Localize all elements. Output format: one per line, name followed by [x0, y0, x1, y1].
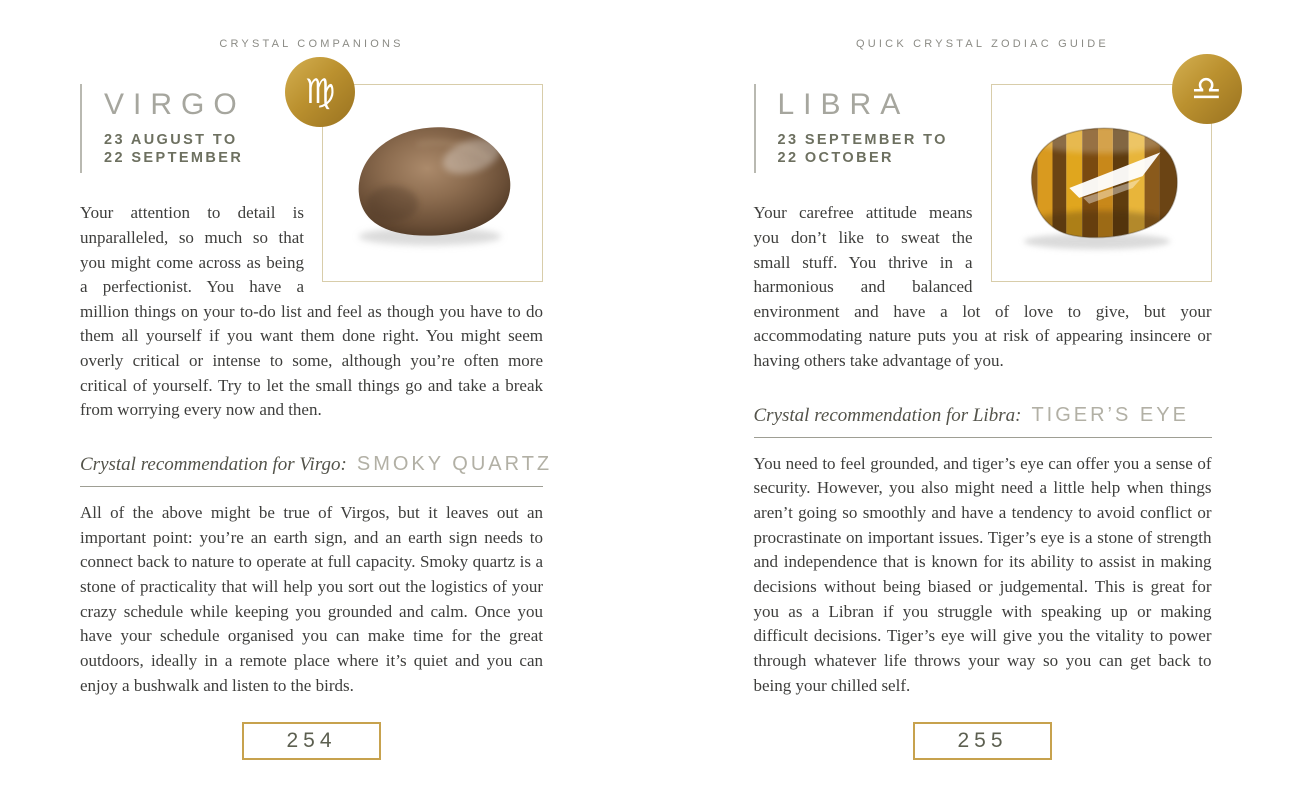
smoky-quartz-stone-photo: [323, 85, 542, 281]
recommendation-label: Crystal recommendation for Virgo:: [80, 454, 347, 476]
tigers-eye-stone-photo: [992, 85, 1211, 281]
sign-dates-line1: 23 AUGUST TO: [104, 132, 238, 148]
sign-name-libra: LIBRA: [777, 88, 910, 121]
virgo-intro-paragraph: Your attention to detail is unparalleled, so much so that you might come across as being a perfectionist. You have a million things on your to-do list and feel as though you have to do them all yourself if you want them done right. You might seem overly critical or intense to some, although you’re often more critical of yourself. Try to let the small things go and take a break from worrying every now and then.: [80, 203, 543, 420]
virgo-glyph: ♍: [304, 72, 336, 112]
sign-name-virgo: VIRGO: [104, 88, 246, 121]
sign-dates-line2: 22 SEPTEMBER: [104, 150, 244, 167]
running-head-right: QUICK CRYSTAL ZODIAC GUIDE: [856, 38, 1109, 50]
running-head-left: CRYSTAL COMPANIONS: [219, 38, 404, 50]
libra-sign-icon: [1172, 54, 1242, 124]
footer-left: [80, 722, 543, 760]
page-number-254: 254: [242, 722, 380, 760]
recommendation-label: Crystal recommendation for Libra:: [753, 404, 1022, 426]
libra-body-paragraph: You need to feel grounded, and tiger’s eye can offer you a sense of security. However, you also might need a little help when things aren’t going so smoothly and have a tendency to avoid conflict or procrastinate on important issues. Tiger’s eye is a stone of strength and independence that is known for its ability to assist in making decisions without being biased or judgemental. This is great for you as a Libran if you struggle with speaking up or making difficult decisions. Tiger’s eye will give you the vitality to power through whatever life throws your way so you can get back to being your chilled self.: [753, 453, 1212, 695]
crystal-name: SMOKY QUARTZ: [356, 453, 553, 476]
virgo-sign-icon: [285, 57, 355, 127]
virgo-body-paragraph: All of the above might be true of Virgos, but it leaves out an important point: you’re an earth sign, and an earth sign needs to connect back to nature to operate at full capacity. Smoky quartz is a stone of practicality that will help you sort out the logistics of your crazy schedule while keeping you grounded and calm. Once you have your schedule organised you can make time for the great outdoors, ideally in a remote place where it’s quiet and you can enjoy a bushwalk and listen to the birds.: [80, 503, 543, 695]
page-libra: [648, 0, 1295, 800]
footer-right: [754, 722, 1212, 760]
virgo-recommendation-heading: [80, 453, 553, 487]
crystal-name: TIGER’S EYE: [1031, 403, 1189, 426]
page-number-255: 255: [913, 722, 1051, 760]
libra-glyph: ♎: [1191, 69, 1222, 109]
sign-dates-line2: 22 OCTOBER: [777, 150, 894, 167]
tigers-eye-photo-frame: [991, 69, 1222, 282]
libra-recommendation-heading: [754, 404, 1212, 438]
smoky-quartz-photo-frame: [304, 72, 543, 282]
libra-intro-paragraph: Your carefree attitude means you don’t like to sweat the small stuff. You thrive in a harmonious and balanced environment and have a lot of love to give, but your accommodating nature puts you at risk of appearing insincere or having others take advantage of you.: [753, 203, 1212, 371]
sign-dates-line1: 23 SEPTEMBER TO: [777, 132, 948, 148]
